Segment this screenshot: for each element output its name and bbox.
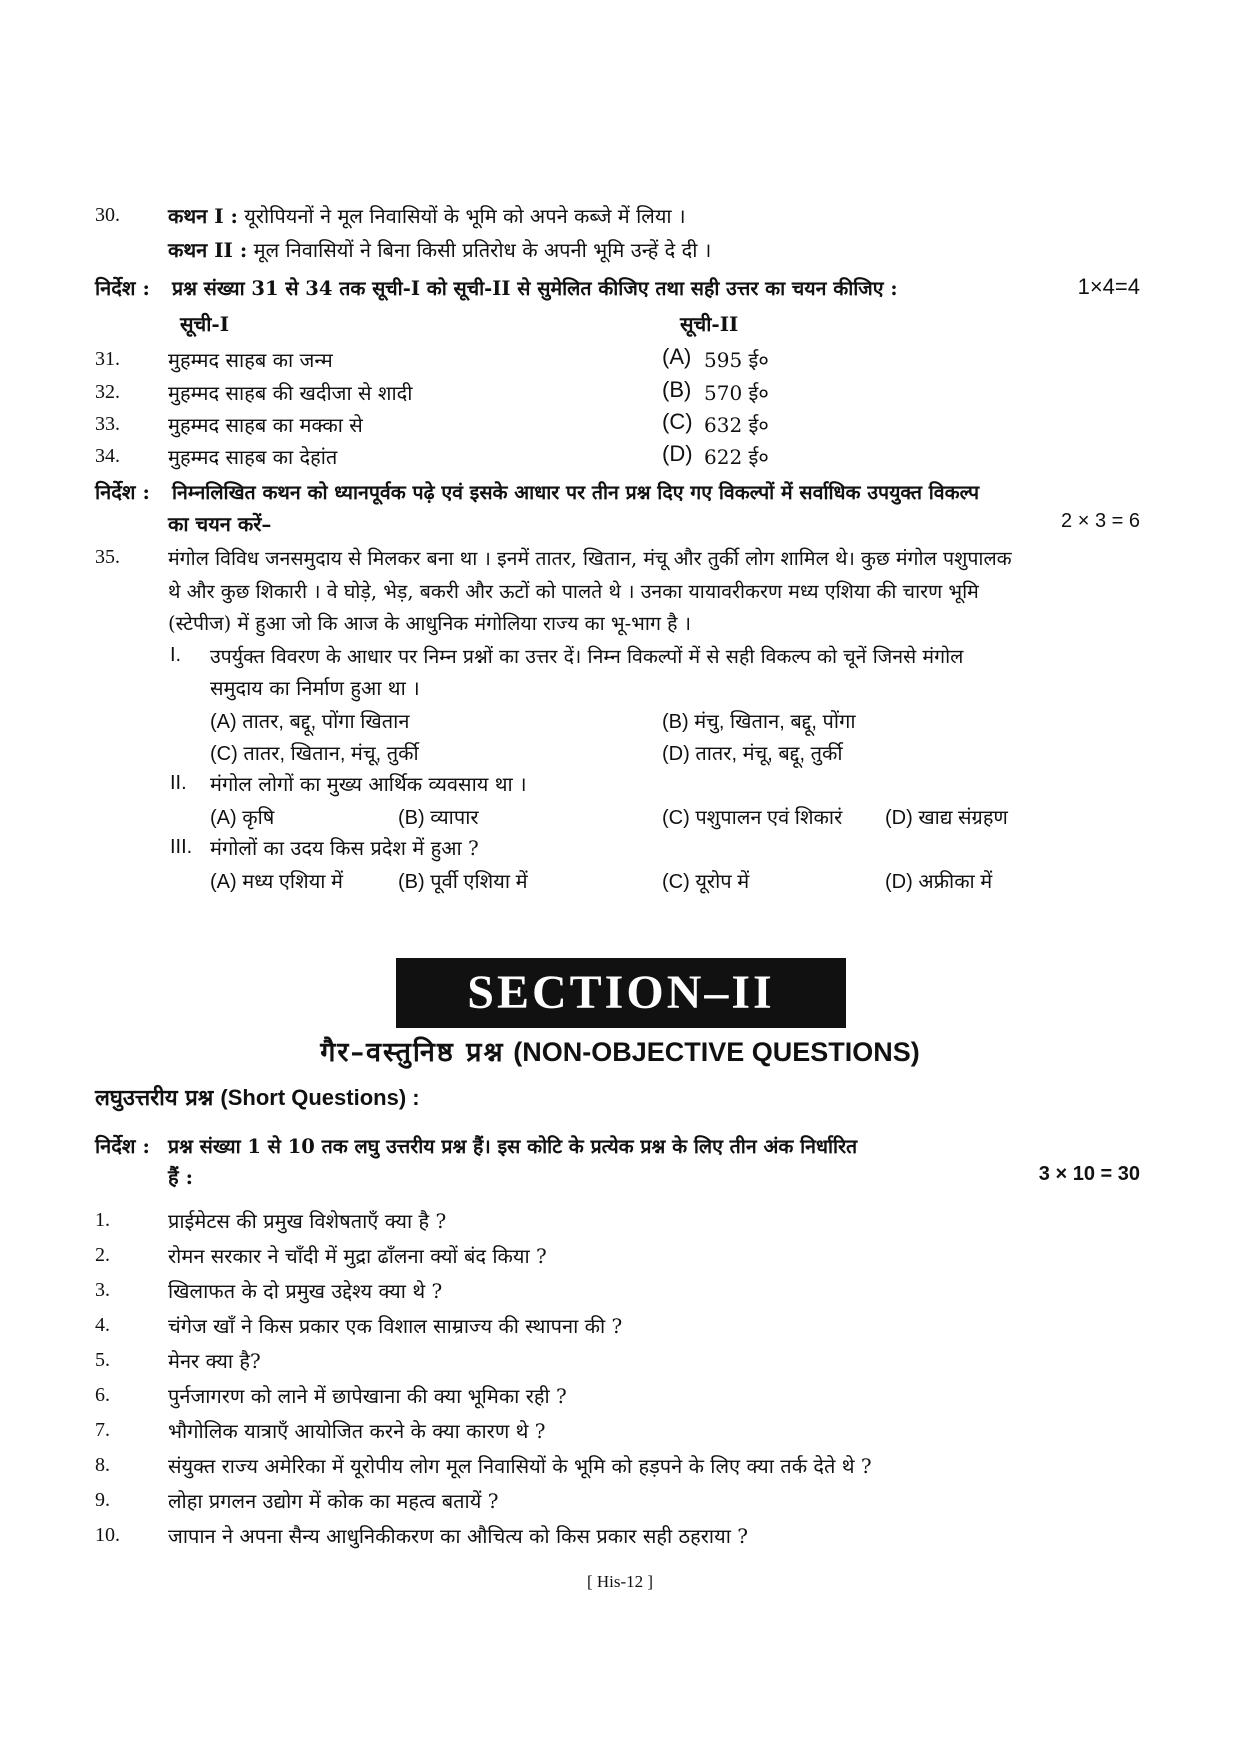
direction-label: निर्देश : <box>95 480 150 504</box>
section-subtitle-english: (NON-OBJECTIVE QUESTIONS) <box>513 1037 920 1067</box>
short-questions-heading <box>95 1082 420 1112</box>
short-question-text: प्राईमेटस की प्रमुख विशेषताएँ क्या है ? <box>168 1209 447 1233</box>
statement-1-text: यूरोपियनों ने मूल निवासियों के भूमि को अपने कब्जे में लिया । <box>244 204 686 228</box>
sub-question-1-line-1: उपर्युक्त विवरण के आधार पर निम्न प्रश्नों का उत्तर दें। निम्न विकल्पों में से सही विकल्प को चूनें जिनसे मंगोल <box>210 645 964 668</box>
page-footer: [ His-12 ] <box>586 1572 654 1591</box>
direction-match-text: प्रश्न संख्या 31 से 34 तक सूची-I को सूची-II से सुमेलित कीजिए तथा सही उत्तर का चयन कीजिए : <box>172 277 898 300</box>
list-2-heading: सूची-II <box>680 312 739 336</box>
match-row-left: मुहम्मद साहब का देहांत <box>168 445 338 469</box>
sub-question-3-text: मंगोलों का उदय किस प्रदेश में हुआ ? <box>210 836 479 860</box>
short-question-number: 6. <box>95 1384 110 1406</box>
short-question-number: 8. <box>95 1454 110 1476</box>
section-subtitle <box>0 1032 1240 1069</box>
match-row-value: 622 ई० <box>704 445 769 469</box>
direction-short-marks: 3 × 10 = 30 <box>1038 1163 1140 1185</box>
sub-question-2-text: मंगोल लोगों का मुख्य आर्थिक व्यवसाय था । <box>210 772 527 796</box>
short-question-text: पुर्नजागरण को लाने में छापेखाना की क्या भूमिका रही ? <box>168 1384 567 1408</box>
match-row-number: 31. <box>95 348 120 370</box>
short-question-text: भौगोलिक यात्राएँ आयोजित करने के क्या कारण थे ? <box>168 1419 546 1443</box>
direction-passage-line-1: निम्नलिखित कथन को ध्यानपूर्वक पढ़े एवं इसके आधार पर तीन प्रश्न दिए गए विकल्पों में सर्वाधिक उपयुक्त विकल्प <box>172 481 980 504</box>
direction-passage-marks: 2 × 3 = 6 <box>1061 510 1140 532</box>
sub-question-1-number: I. <box>170 644 182 666</box>
short-question-text: मेनर क्या है? <box>168 1349 261 1373</box>
sub-question-3-option-a: (A) मध्य एशिया में <box>210 871 343 893</box>
short-question-number: 2. <box>95 1244 110 1266</box>
short-question-text: खिलाफत के दो प्रमुख उद्देश्य क्या थे ? <box>168 1279 443 1303</box>
direction-passage-line-2: का चयन करें– <box>168 512 272 536</box>
sub-question-1-option-d: (D) तातर, मंचू, बद्दू, तुर्की <box>662 743 843 765</box>
direction-label: निर्देश : <box>95 1134 150 1158</box>
match-row-left: मुहम्मद साहब की खदीजा से शादी <box>168 381 413 405</box>
q30-number: 30. <box>95 204 120 226</box>
match-row-value: 570 ई० <box>704 381 769 405</box>
statement-1-label: कथन I : <box>168 204 238 228</box>
match-row-number: 34. <box>95 445 120 467</box>
sub-question-1-option-b: (B) मंचु, खितान, बद्दू, पोंगा <box>662 711 856 733</box>
section-subtitle-hindi: गैर–वस्तुनिष्ठ प्रश्न <box>320 1037 505 1068</box>
direction-match-marks: 1×4=4 <box>1077 274 1140 299</box>
short-question-text: रोमन सरकार ने चाँदी में मुद्रा ढाँलना क्यों बंद किया ? <box>168 1244 547 1268</box>
sub-question-3-number: III. <box>170 836 193 858</box>
q35-passage-line-2: थे और कुछ शिकारी । वे घोड़े, भेड़, बकरी और ऊटों को पालते थे । उनका यायावरीकरण मध्य एशिया की चारण भूमि <box>168 580 979 603</box>
short-questions-heading-english: (Short Questions) : <box>220 1085 420 1110</box>
short-question-number: 4. <box>95 1314 110 1336</box>
sub-question-3-option-b: (B) पूर्वी एशिया में <box>398 871 528 893</box>
match-row-value: 632 ई० <box>704 413 769 437</box>
short-question-text: संयुक्त राज्य अमेरिका में यूरोपीय लोग मूल निवासियों के भूमि को हड़पने के लिए क्या तर्क देते थे ? <box>168 1454 872 1478</box>
direction-short-line-2: हैं : <box>168 1165 193 1189</box>
match-row-option: (A) <box>662 344 692 369</box>
sub-question-2-option-b: (B) व्यापार <box>398 807 479 829</box>
match-row-left: मुहम्मद साहब का मक्का से <box>168 413 363 437</box>
sub-question-3-option-d: (D) अफ्रीका में <box>885 871 993 893</box>
short-question-number: 10. <box>95 1524 120 1546</box>
statement-2-label: कथन II : <box>168 238 248 262</box>
short-question-text: जापान ने अपना सैन्य आधुनिकीकरण का औचित्य को किस प्रकार सही ठहराया ? <box>168 1524 748 1548</box>
q35-passage-line-1: मंगोल विविध जनसमुदाय से मिलकर बना था । इनमें तातर, खितान, मंचू और तुर्की लोग शामिल थे। कुछ मंगोल पशुपालक <box>168 547 1012 570</box>
sub-question-3-option-c: (C) यूरोप में <box>662 871 750 893</box>
sub-question-2-option-c: (C) पशुपालन एवं शिकारं <box>662 807 843 829</box>
short-question-number: 1. <box>95 1209 110 1231</box>
short-question-text: चंगेज खाँ ने किस प्रकार एक विशाल साम्राज्य की स्थापना की ? <box>168 1314 623 1338</box>
q35-passage-line-3: (स्टेपीज) में हुआ जो कि आज के आधुनिक मंगोलिया राज्य का भू-भाग है । <box>168 612 692 635</box>
sub-question-2-option-d: (D) खाद्य संग्रहण <box>885 807 1008 829</box>
short-question-text: लोहा प्रगलन उद्योग में कोक का महत्व बतायें ? <box>168 1489 499 1513</box>
q30-statement-2 <box>168 236 711 263</box>
short-question-number: 3. <box>95 1279 110 1301</box>
match-row-number: 32. <box>95 381 120 403</box>
q30-statement-1 <box>168 202 686 229</box>
q35-number: 35. <box>95 546 120 568</box>
sub-question-1-option-a: (A) तातर, बद्दू, पोंगा खितान <box>210 711 410 733</box>
sub-question-1-option-c: (C) तातर, खितान, मंचू, तुर्की <box>210 743 419 765</box>
short-questions-heading-hindi: लघुउत्तरीय प्रश्न <box>95 1085 214 1111</box>
section-title: SECTION–II <box>396 958 846 1028</box>
sub-question-2-number: II. <box>170 772 187 794</box>
short-question-number: 5. <box>95 1349 110 1371</box>
direction-label: निर्देश : <box>95 276 150 300</box>
statement-2-text: मूल निवासियों ने बिना किसी प्रतिरोध के अपनी भूमि उन्हें दे दी । <box>253 238 712 262</box>
match-row-left: मुहम्मद साहब का जन्म <box>168 348 333 372</box>
direction-short-line-1: प्रश्न संख्या 1 से 10 तक लघु उत्तरीय प्रश्न हैं। इस कोटि के प्रत्येक प्रश्न के लिए तीन अंक निर्धारित <box>168 1135 858 1158</box>
match-row-option: (C) <box>662 409 693 434</box>
match-row-option: (D) <box>662 441 693 466</box>
match-row-number: 33. <box>95 413 120 435</box>
short-question-number: 7. <box>95 1419 110 1441</box>
match-row-value: 595 ई० <box>704 348 769 372</box>
sub-question-1-line-2: समुदाय का निर्माण हुआ था । <box>210 676 420 700</box>
short-question-number: 9. <box>95 1489 110 1511</box>
list-1-heading: सूची-I <box>180 312 230 336</box>
match-row-option: (B) <box>662 377 692 402</box>
sub-question-2-option-a: (A) कृषि <box>210 807 275 829</box>
